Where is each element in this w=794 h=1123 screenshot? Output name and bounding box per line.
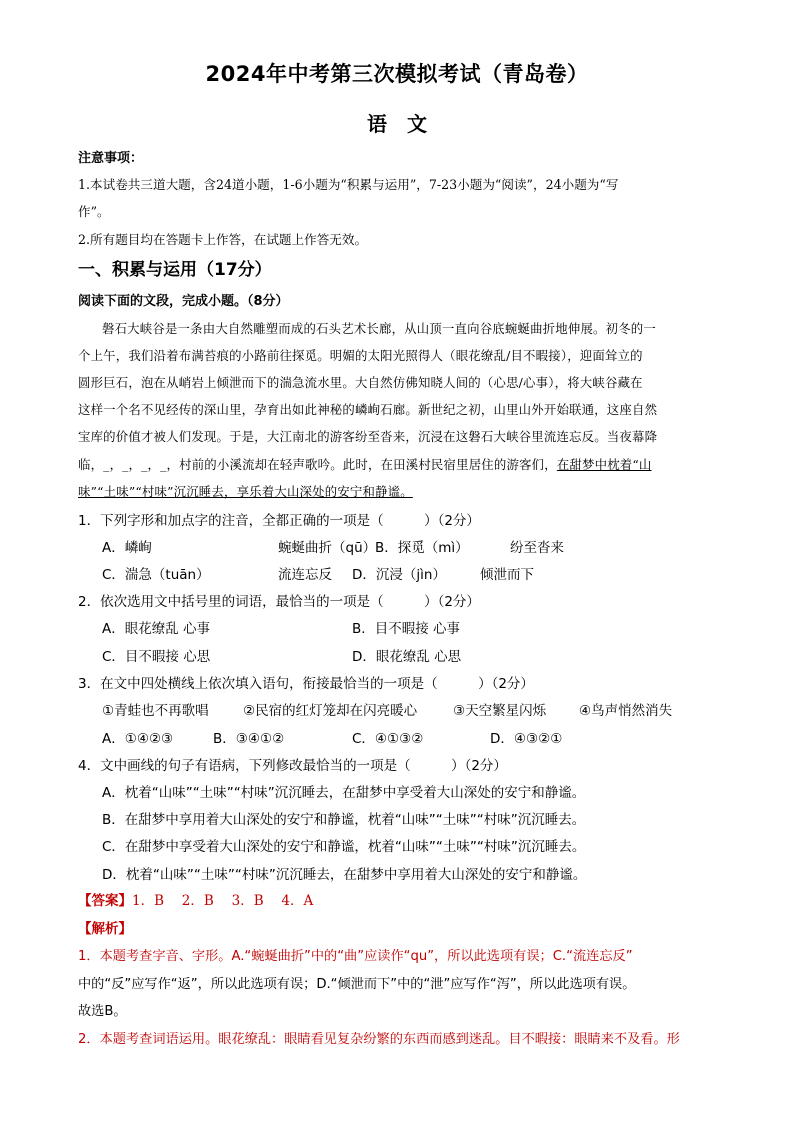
q2-option-a: A．眼花缭乱 心事 bbox=[102, 621, 211, 637]
underlined-sentence: 味”“土味”“村味”沉沉睡去，享乐着大山深处的安宁和静谧。 bbox=[78, 484, 413, 499]
passage-line: 磐石大峡谷是一条由大自然雕塑而成的石头艺术长廊，从山顶一直向谷底蜿蜒曲折地伸展。初冬的一 bbox=[102, 321, 656, 336]
q1-option-b-word: 纷至沓来 bbox=[510, 540, 564, 556]
q4-option-a: A．枕着“山味”“土味”“村味”沉沉睡去，在甜梦中享受着大山深处的安宁和静谧。 bbox=[102, 785, 586, 801]
notice-heading: 注意事项： bbox=[78, 151, 144, 166]
analysis-1-line: 故选B。 bbox=[78, 1004, 127, 1019]
question-1-stem: 1．下列字形和加点字的注音，全都正确的一项是（ ）（2分） bbox=[78, 513, 480, 529]
q4-option-c: C．在甜梦中享受着大山深处的安宁和静谧，枕着“山味”“土味”“村味”沉沉睡去。 bbox=[102, 839, 586, 855]
passage-instruction: 阅读下面的文段，完成小题。（8分） bbox=[78, 294, 289, 309]
question-2-stem: 2．依次选用文中括号里的词语，最恰当的一项是（ ）（2分） bbox=[78, 594, 480, 610]
q3-option-b: B．③④①② bbox=[213, 731, 285, 747]
answer-row bbox=[78, 892, 313, 910]
question-4-stem: 4．文中画线的句子有语病，下列修改最恰当的一项是（ ）（2分） bbox=[78, 758, 507, 774]
notice-item-2: 2.所有题目均在答题卡上作答，在试题上作答无效。 bbox=[78, 232, 368, 247]
q3-sentence-2: ②民宿的红灯笼却在闪亮暖心 bbox=[243, 703, 418, 719]
question-3-stem: 3．在文中四处横线上依次填入语句，衔接最恰当的一项是（ ）（2分） bbox=[78, 676, 534, 692]
answer-text: 1．B 2．B 3．B 4．A bbox=[132, 893, 314, 909]
q1-option-c: C．湍急（tuān） bbox=[102, 567, 210, 583]
q4-option-d: D．枕着“山味”“土味”“村味”沉沉睡去，在甜梦中享用着大山深处的安宁和静谧。 bbox=[102, 867, 587, 883]
passage-line: 宝库的价值才被人们发现。于是，大江南北的游客纷至沓来，沉浸在这磐石大峡谷里流连忘反。当夜幕降 bbox=[78, 429, 658, 444]
q1-option-a: A．嶙峋 bbox=[102, 540, 152, 556]
q3-option-c: C．④①③② bbox=[352, 731, 424, 747]
analysis-2-line: 2．本题考查词语运用。眼花缭乱：眼睛看见复杂纷繁的东西而感到迷乱。目不暇接：眼睛来不及看。形 bbox=[78, 1032, 680, 1047]
subject-title: 语 文 bbox=[367, 112, 427, 136]
exam-title: 2024年中考第三次模拟考试（青岛卷） bbox=[205, 62, 589, 86]
q1-option-d: D．沉浸（jìn） bbox=[352, 567, 446, 583]
q2-option-d: D．眼花缭乱 心思 bbox=[352, 649, 462, 665]
q1-option-d-word: 倾泄而下 bbox=[480, 567, 534, 583]
q3-option-d: D．④③②① bbox=[490, 731, 563, 747]
underlined-sentence: 在甜梦中枕着“山 bbox=[556, 457, 652, 472]
q3-sentence-1: ①青蛙也不再歌唱 bbox=[102, 703, 209, 719]
q3-sentence-4: ④鸟声悄然消失 bbox=[579, 703, 673, 719]
section-heading: 一、积累与运用（17分） bbox=[78, 260, 272, 280]
q1-option-a-word: 蜿蜒曲折（qū） bbox=[278, 540, 377, 556]
q1-option-b: B．探觅（mì） bbox=[375, 540, 469, 556]
notice-item-1-cont: 作”。 bbox=[78, 204, 110, 219]
analysis-1-line: 中的“反”应写作“返”，所以此选项有误；D.“倾泄而下”中的“泄”应写作“泻”，所以此选项有误。 bbox=[78, 977, 636, 992]
passage-line: 这样一个名不见经传的深山里，孕育出如此神秘的嶙峋石廊。新世纪之初，山里山外开始联通，这座自然 bbox=[78, 402, 658, 417]
answer-label: 【答案】 bbox=[78, 893, 132, 909]
q2-option-b: B．目不暇接 心事 bbox=[352, 621, 461, 637]
analysis-label: 【解析】 bbox=[78, 921, 132, 937]
passage-line bbox=[78, 456, 652, 474]
q1-option-c-word: 流连忘反 bbox=[278, 567, 332, 583]
q2-option-c: C．目不暇接 心思 bbox=[102, 649, 211, 665]
passage-line: 圆形巨石，泡在从峭岩上倾泄而下的湍急流水里。大自然仿佛知晓人间的（心思/心事），将大峡谷藏在 bbox=[78, 375, 643, 390]
analysis-1-line: 1．本题考查字音、字形。A.“蜿蜒曲折”中的“曲”应读作“qu”，所以此选项有误；C.“流连忘反” bbox=[78, 949, 633, 964]
notice-item-1: 1.本试卷共三道大题，含24道小题，1-6小题为“积累与运用”，7-23小题为“阅读”，24小题为“写 bbox=[78, 177, 619, 192]
q3-option-a: A．①④②③ bbox=[102, 731, 174, 747]
q4-option-b: B．在甜梦中享用着大山深处的安宁和静谧，枕着“山味”“土味”“村味”沉沉睡去。 bbox=[102, 812, 586, 828]
passage-line: 个上午，我们沿着布满苔痕的小路前往探觅。明媚的太阳光照得人（眼花缭乱/目不暇接），迎面耸立的 bbox=[78, 348, 643, 363]
q3-sentence-3: ③天空繁星闪烁 bbox=[453, 703, 547, 719]
passage-text: 临，_，_，_，_，村前的小溪流却在轻声歌吟。此时，在田溪村民宿里居住的游客们， bbox=[78, 457, 557, 472]
